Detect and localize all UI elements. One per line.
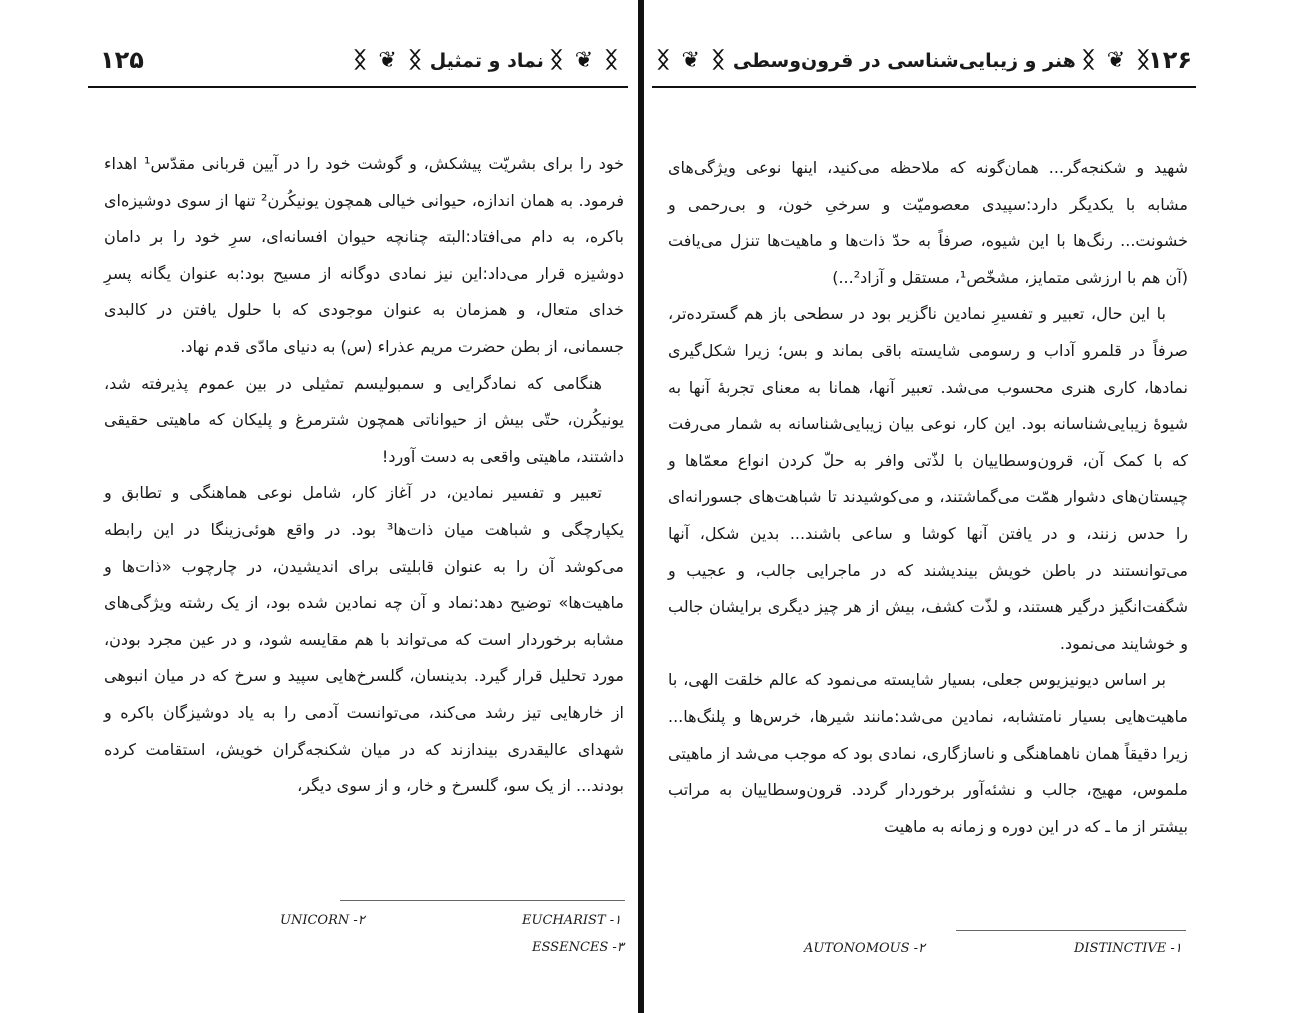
right-page-number: ۱۲۶ bbox=[1148, 46, 1192, 74]
ornament-icon: ᛝ ❦ ᛝ bbox=[1081, 48, 1152, 73]
footnote: DISTINCTIVE -۱ bbox=[1074, 941, 1182, 956]
footnote-rule bbox=[340, 900, 625, 901]
ornament-icon: ᛝ ❦ ᛝ bbox=[549, 48, 620, 73]
paragraph: شهید و شکنجه‌گر... همان‌گونه که ملاحظه می‌کنید، اینها نوعی ویژگی‌های مشابه با یکدیگر دارد:سپیدی معصومیّت و سرخیِ خون، و بی‌رحمی و خشونت... رنگ‌ها با این شیوه، صرفاً به حدّ ذات‌ها و ماهیت‌ها تنزل می‌یافت (آن هم با ارزشی متمایز، مشخّص¹، مستقل و آزاد²...) bbox=[668, 158, 1188, 287]
right-running-title-text: هنر و زیبایی‌شناسی در قرون‌وسطی bbox=[732, 49, 1076, 72]
footnote: EUCHARIST -۱ bbox=[522, 913, 622, 928]
right-body-text bbox=[668, 150, 1188, 845]
right-page bbox=[646, 0, 1290, 1013]
footnote: ESSENCES -۳ bbox=[532, 940, 624, 955]
paragraph: بر اساس دیونیزیوس جعلی، بسیار شایسته می‌نمود که عالم خلقت الهی، با ماهیت‌هایی بسیار نامتشابه، نمادین می‌شد:مانند شیرها، خرس‌ها و پلنگ‌ها... زیرا دقیقاً همان ناهماهنگی و ناسازگاری، نمادی بود که موجب می‌شد از ماهیتی ملموس، مهیج، جالب و نشئه‌آور برخوردار گردد. قرون‌وسطاییان به مراتب بیشتر از ما ـ که در این دوره و زمانه به ماهیت bbox=[668, 670, 1188, 836]
left-running-title-text: نماد و تمثیل bbox=[429, 49, 544, 72]
ornament-icon: ᛝ ❦ ᛝ bbox=[353, 48, 424, 73]
paragraph: خود را برای بشریّت پیشکش، و گوشت خود را در آیین قربانی مقدّس¹ اهداء فرمود. به همان اندازه، حیوانی خیالی همچون یونیکُرن² تنها از سوی دوشیزه‌ای باکره، به دام می‌افتاد:البته چنانچه حیوان افسانه‌ای، سرِ خود را بر دامان دوشیزه قرار می‌داد:این نیز نمادی دوگانه از مسیح بود:به عنوان یگانه پسرِ خدای متعال، و همزمان به عنوان موجودی که با حلول یافتن در کالبدی جسمانی، از بطن حضرت مریم عذراء (س) به دنیای مادّی قدم نهاد. bbox=[104, 154, 625, 356]
left-page-header bbox=[88, 40, 628, 88]
right-page-header bbox=[652, 40, 1196, 88]
footnote-rule bbox=[956, 930, 1186, 931]
footnote: AUTONOMOUS -۲ bbox=[804, 941, 926, 956]
left-body-text bbox=[104, 146, 624, 805]
left-page bbox=[0, 0, 640, 1013]
paragraph: تعبیر و تفسیر نمادین، در آغاز کار، شامل نوعی هماهنگی و تطابق و یکپارچگی و شباهت میان ذات‌ها³ بود. در واقع هوئی‌زینگا در این رابطه می‌کوشد آن را به عنوان قابلیتی برای اندیشیدن، در چارچوب «ذات‌ها و ماهیت‌ها» توضیح دهد:نماد و آن چه نمادین شده بود، از یک رشته ویژگی‌های مشابه برخوردار است که می‌تواند با هم مقایسه شود، و در عین مجرد بودن، مورد تحلیل قرار گیرد. بدینسان، گلسرخ‌هایی سپید و سرخ که در میان انبوهی از خارهایی تیز رشد می‌کند، می‌توانست آدمی را به یاد دوشیزگان باکره و شهدای عالیقدری بیندازند که در میان شکنجه‌گران خویش، استقامت کرده بودند... از یک سو، گلسرخ و خار، و از سوی دیگر، bbox=[104, 483, 625, 796]
left-page-number: ۱۲۵ bbox=[100, 46, 144, 74]
paragraph: با این حال، تعبیر و تفسیرِ نمادین ناگزیر بود در سطحی باز هم گسترده‌تر، صرفاً در قلمرو آداب و رسومی شایسته باقی بماند و بس؛ زیرا شکل‌گیری نمادها، کاری هنری محسوب می‌شد. تعبیر آنها، همانا به معنای تجربهٔ آنها به شیوهٔ زیبایی‌شناسانه بود. این کار، نوعی بیان زیبایی‌شناسانه به شمار می‌رفت که با کمک آن، قرون‌وسطاییان با لذّتی وافر به حلّ کردن انواع معمّاها و چیستان‌های دشوار همّت می‌گماشتند، و می‌کوشیدند تا شباهت‌های جسورانه‌ای را حدس زنند، و در یافتن آنها کوشا و ساعی باشند... بدین شکل، آنها می‌توانستند در باطن خویش بیندیشند که در ماجرایی جالب، و عجیب و شگفت‌انگیز درگیر هستند، و لذّت کشف، بیش از هر چیز دیگری برایشان جالب و خوشایند می‌نمود. bbox=[668, 304, 1188, 653]
right-running-title bbox=[657, 48, 1152, 73]
left-running-title bbox=[354, 48, 620, 73]
footnote: UNICORN -۲ bbox=[280, 913, 365, 928]
paragraph: هنگامی که نمادگرایی و سمبولیسم تمثیلی در بین عموم پذیرفته شد، یونیکُرن، حتّی بیش از حیواناتی همچون شترمرغ و پلیکان که ماهیتی حقیقی داشتند، ماهیتی واقعی به دست آورد! bbox=[104, 373, 624, 466]
ornament-icon: ᛝ ❦ ᛝ bbox=[656, 48, 727, 73]
